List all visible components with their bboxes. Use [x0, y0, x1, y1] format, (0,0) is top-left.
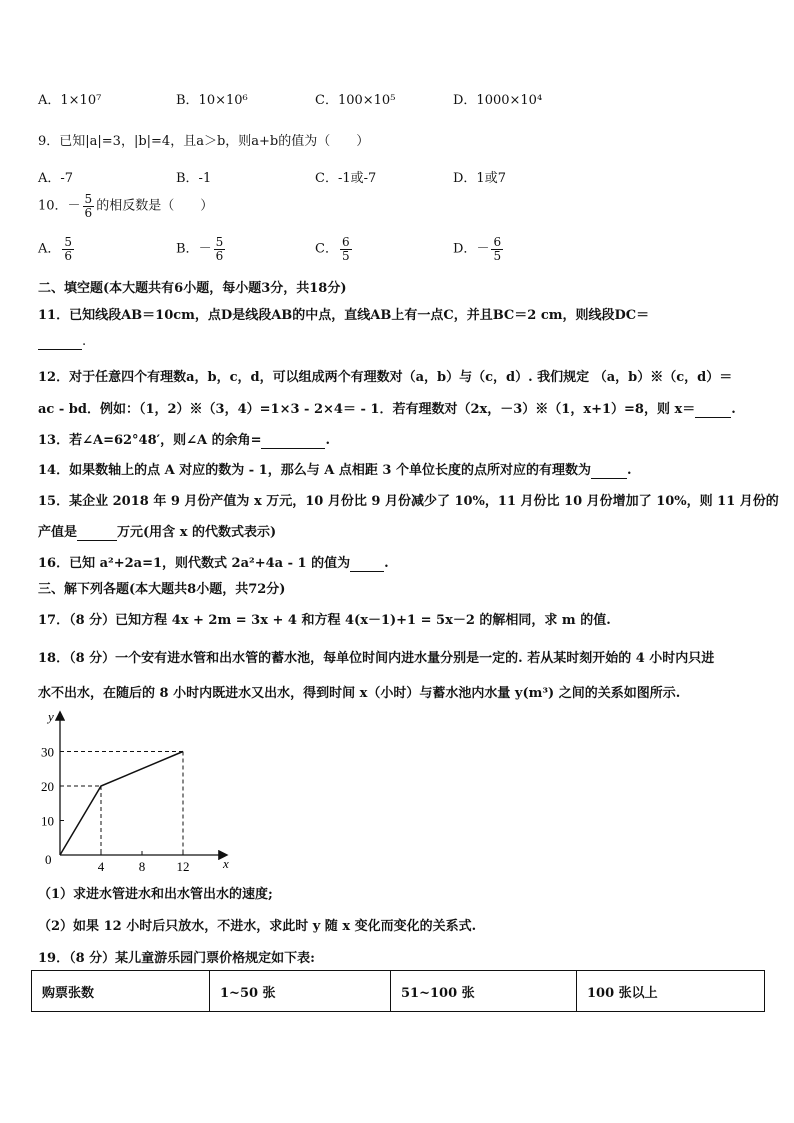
q10-denominator: 6: [84, 205, 93, 220]
q9-option-d: D．1或7: [453, 171, 506, 186]
q15-blank[interactable]: [77, 525, 117, 541]
q13-prefix: 13．若∠A=62°48′，则∠A 的余角=: [38, 433, 262, 448]
q10-option-c: [315, 236, 354, 262]
q16-blank[interactable]: [350, 556, 384, 572]
q13-suffix: .: [325, 433, 331, 448]
q19-stem: 19．（8 分）某儿童游乐园门票价格规定如下表:: [38, 951, 315, 966]
table-row: [32, 971, 765, 1012]
option-numerator: 5: [215, 235, 224, 249]
water-volume-chart: [30, 705, 250, 880]
q8-option-a: A．1×10⁷: [38, 93, 102, 108]
option-numerator: 6: [341, 235, 350, 249]
series-line: [60, 752, 183, 856]
option-label: B．: [176, 241, 199, 257]
q10-suffix: 的相反数是（ ）: [96, 198, 214, 214]
option-sign: －: [476, 241, 490, 257]
q8-option-c: C．100×10⁵: [315, 93, 396, 108]
x-tick-label: 8: [138, 859, 146, 874]
q15-prefix: 产值是: [38, 525, 78, 540]
q16-prefix: 16．已知 a²+2a=1，则代数式 2a²+4a - 1 的值为: [38, 556, 351, 571]
origin-label: 0: [45, 852, 52, 867]
q14-blank[interactable]: [591, 463, 627, 479]
option-label: D．: [453, 241, 477, 257]
q10-option-d: [453, 236, 505, 262]
option-sign: －: [198, 241, 212, 257]
q14-suffix: .: [626, 463, 632, 478]
q17: 17．（8 分）已知方程 4x + 2m = 3x + 4 和方程 4(x－1)+1 = 5x－2 的解相同，求 m 的值.: [38, 613, 611, 628]
table-header-cell: 100 张以上: [577, 971, 765, 1012]
x-axis-label: x: [223, 856, 229, 871]
y-tick-label: 10: [41, 813, 54, 829]
q10-fraction: [83, 193, 95, 219]
q10-numerator: 5: [84, 192, 93, 206]
y-tick-label: 20: [41, 779, 54, 794]
q11-blank[interactable]: [38, 334, 82, 350]
q9-stem: 9．已知|a|=3，|b|=4，且a＞b，则a+b的值为（ ）: [38, 134, 370, 149]
x-tick-label: 4: [97, 859, 105, 874]
table-header-cell: 1~50 张: [210, 971, 391, 1012]
q18-line2: 水不出水，在随后的 8 小时内既进水又出水，得到时间 x（小时）与蓄水池内水量 y(m³) 之间的关系如图所示.: [38, 686, 681, 701]
table-header-cell: 购票张数: [32, 971, 210, 1012]
q13: [38, 429, 330, 449]
q9-option-b: B．-1: [176, 171, 212, 186]
q10-prefix: 10．－: [38, 198, 81, 214]
section-3-heading: 三、解下列各题(本大题共8小题，共72分): [38, 582, 286, 597]
q14: [38, 459, 632, 479]
y-tick-label: 30: [41, 744, 54, 760]
y-axis-label: y: [48, 709, 54, 724]
q11-suffix: .: [82, 334, 87, 349]
option-denominator: 5: [493, 248, 502, 263]
option-label: C．: [315, 241, 338, 257]
q16: [38, 552, 389, 572]
q18-sub1: （1）求进水管进水和出水管出水的速度;: [38, 887, 273, 902]
q11-line2: [38, 334, 86, 350]
option-denominator: 6: [215, 248, 224, 263]
q18-line1: 18．（8 分）一个安有进水管和出水管的蓄水池，每单位时间内进水量分别是一定的. 若从某时刻开始的 4 小时内只进: [38, 651, 715, 666]
q10-option-a: [38, 236, 76, 262]
q9-option-a: A．-7: [38, 171, 74, 186]
q8-option-d: D．1000×10⁴: [453, 93, 543, 108]
option-numerator: 6: [493, 235, 502, 249]
q15-line2: [38, 521, 276, 541]
q10-stem: [38, 193, 213, 219]
q12-prefix: ac - bd．例如：（1，2）※（3，4）=1×3 - 2×4＝ - 1．若有理数对（2x，－3）※（1，x+1）=8，则 x＝: [38, 402, 696, 417]
q14-prefix: 14．如果数轴上的点 A 对应的数为 - 1，那么与 A 点相距 3 个单位长度的点所对应的有理数为: [38, 463, 591, 478]
q12-suffix: .: [731, 402, 736, 417]
q15-line1: 15．某企业 2018 年 9 月份产值为 x 万元，10 月份比 9 月份减少了 10%，11 月份比 10 月份增加了 10%，则 11 月份的: [38, 494, 779, 509]
x-tick-label: 12: [176, 859, 190, 874]
q11-line1: 11．已知线段AB＝10cm，点D是线段AB的中点，直线AB上有一点C，并且BC＝2 cm，则线段DC＝: [38, 308, 650, 323]
q12-blank[interactable]: [695, 402, 731, 418]
q12-line2: [38, 398, 736, 418]
section-2-heading: 二、填空题(本大题共有6小题，每小题3分，共18分): [38, 281, 347, 296]
option-denominator: 6: [64, 248, 73, 263]
q12-line1: 12．对于任意四个有理数a，b，c，d，可以组成两个有理数对（a，b）与（c，d）. 我们规定 （a，b）※（c，d）＝: [38, 370, 733, 385]
table-header-cell: 51~100 张: [391, 971, 577, 1012]
option-denominator: 5: [341, 248, 350, 263]
option-numerator: 5: [64, 235, 73, 249]
q15-suffix: 万元(用含 x 的代数式表示): [117, 525, 277, 540]
q8-option-b: B．10×10⁶: [176, 93, 248, 108]
q13-blank[interactable]: [261, 433, 325, 449]
q16-suffix: .: [384, 556, 389, 571]
q9-option-c: C．-1或-7: [315, 171, 377, 186]
option-label: A．: [38, 241, 61, 257]
q10-option-b: [176, 236, 227, 262]
q18-sub2: （2）如果 12 小时后只放水，不进水，求此时 y 随 x 变化而变化的关系式.: [38, 919, 477, 934]
ticket-price-table: [31, 970, 765, 1012]
